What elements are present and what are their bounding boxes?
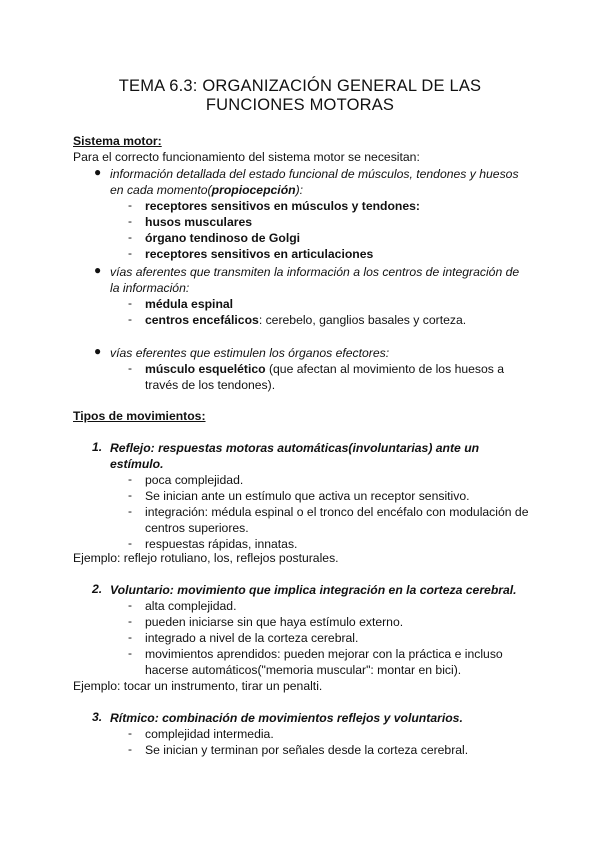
list-item: integrado a nivel de la corteza cerebral. [145, 631, 359, 645]
page-title-line-2: FUNCIONES MOTORAS [205, 96, 395, 114]
dash-icon: - [128, 614, 132, 628]
bullet-icon: ● [94, 165, 102, 179]
list-item: integración: médula espinal o el tronco del encéfalo con modulación de [145, 505, 529, 519]
dash-icon: - [128, 742, 132, 756]
list-item-continued: hacerse automáticos("memoria muscular": montar en bici). [145, 663, 462, 677]
dash-icon: - [128, 646, 132, 660]
list-item: complejidad intermedia. [145, 727, 274, 741]
intro-text: Para el correcto funcionamiento del sistema motor se necesitan: [73, 150, 420, 164]
example-text: Ejemplo: tocar un instrumento, tirar un penalti. [73, 679, 323, 693]
emphasis-propiocepcion: propiocepción [211, 183, 296, 197]
bullet-icon: ● [94, 263, 102, 277]
bullet-text: vías eferentes que estimulen los órganos efectores: [110, 346, 390, 360]
bullet-icon: ● [94, 344, 102, 358]
section-heading-sistema-motor: Sistema motor: [73, 134, 162, 148]
section-heading-tipos: Tipos de movimientos: [73, 409, 206, 423]
subsection-title: Rítmico: combinación de movimientos reflejos y voluntarios. [110, 711, 463, 725]
bullet-text: vías aferentes que transmiten la información a los centros de integración de [110, 265, 520, 279]
dash-icon: - [128, 472, 132, 486]
list-item: respuestas rápidas, innatas. [145, 537, 298, 551]
dash-icon: - [128, 630, 132, 644]
list-item: poca complejidad. [145, 473, 244, 487]
list-item: pueden iniciarse sin que haya estímulo externo. [145, 615, 404, 629]
list-item: centros encefálicos: cerebelo, ganglios basales y corteza. [145, 313, 467, 327]
dash-icon: - [128, 312, 132, 326]
dash-icon: - [128, 246, 132, 260]
bullet-text-continued: en cada momento(propiocepción): [110, 183, 304, 197]
list-item: receptores sensitivos en articulaciones [145, 247, 374, 261]
list-item: receptores sensitivos en músculos y tendones: [145, 199, 420, 213]
list-item: husos musculares [145, 215, 253, 229]
bullet-text-continued: la información: [110, 281, 190, 295]
dash-icon: - [128, 598, 132, 612]
list-item: músculo esquelético (que afectan al movimiento de los huesos a [145, 362, 505, 376]
dash-icon: - [128, 726, 132, 740]
dash-icon: - [128, 296, 132, 310]
list-item: órgano tendinoso de Golgi [145, 231, 301, 245]
dash-icon: - [128, 214, 132, 228]
list-item: movimientos aprendidos: pueden mejorar con la práctica e incluso [145, 647, 503, 661]
list-item: médula espinal [145, 297, 234, 311]
list-item: alta complejidad. [145, 599, 237, 613]
example-text: Ejemplo: reflejo rotuliano, los, reflejos posturales. [73, 551, 339, 565]
page-title-line-1: TEMA 6.3: ORGANIZACIÓN GENERAL DE LAS [118, 77, 482, 95]
list-item-continued: través de los tendones). [145, 378, 276, 392]
subsection-title: Voluntario: movimiento que implica integración en la corteza cerebral. [110, 583, 517, 597]
item-number: 2. [92, 582, 103, 596]
dash-icon: - [128, 504, 132, 518]
bullet-text: información detallada del estado funcional de músculos, tendones y huesos [110, 167, 519, 181]
list-item: Se inician y terminan por señales desde la corteza cerebral. [145, 743, 469, 757]
item-number: 1. [92, 440, 103, 454]
subsection-title: Reflejo: respuestas motoras automáticas(involuntarias) ante un [110, 441, 480, 455]
list-item: Se inician ante un estímulo que activa un receptor sensitivo. [145, 489, 470, 503]
dash-icon: - [128, 198, 132, 212]
item-number: 3. [92, 710, 103, 724]
dash-icon: - [128, 230, 132, 244]
dash-icon: - [128, 361, 132, 375]
list-item-continued: centros superiores. [145, 521, 249, 535]
subsection-title-continued: estímulo. [110, 457, 164, 471]
dash-icon: - [128, 488, 132, 502]
dash-icon: - [128, 536, 132, 550]
